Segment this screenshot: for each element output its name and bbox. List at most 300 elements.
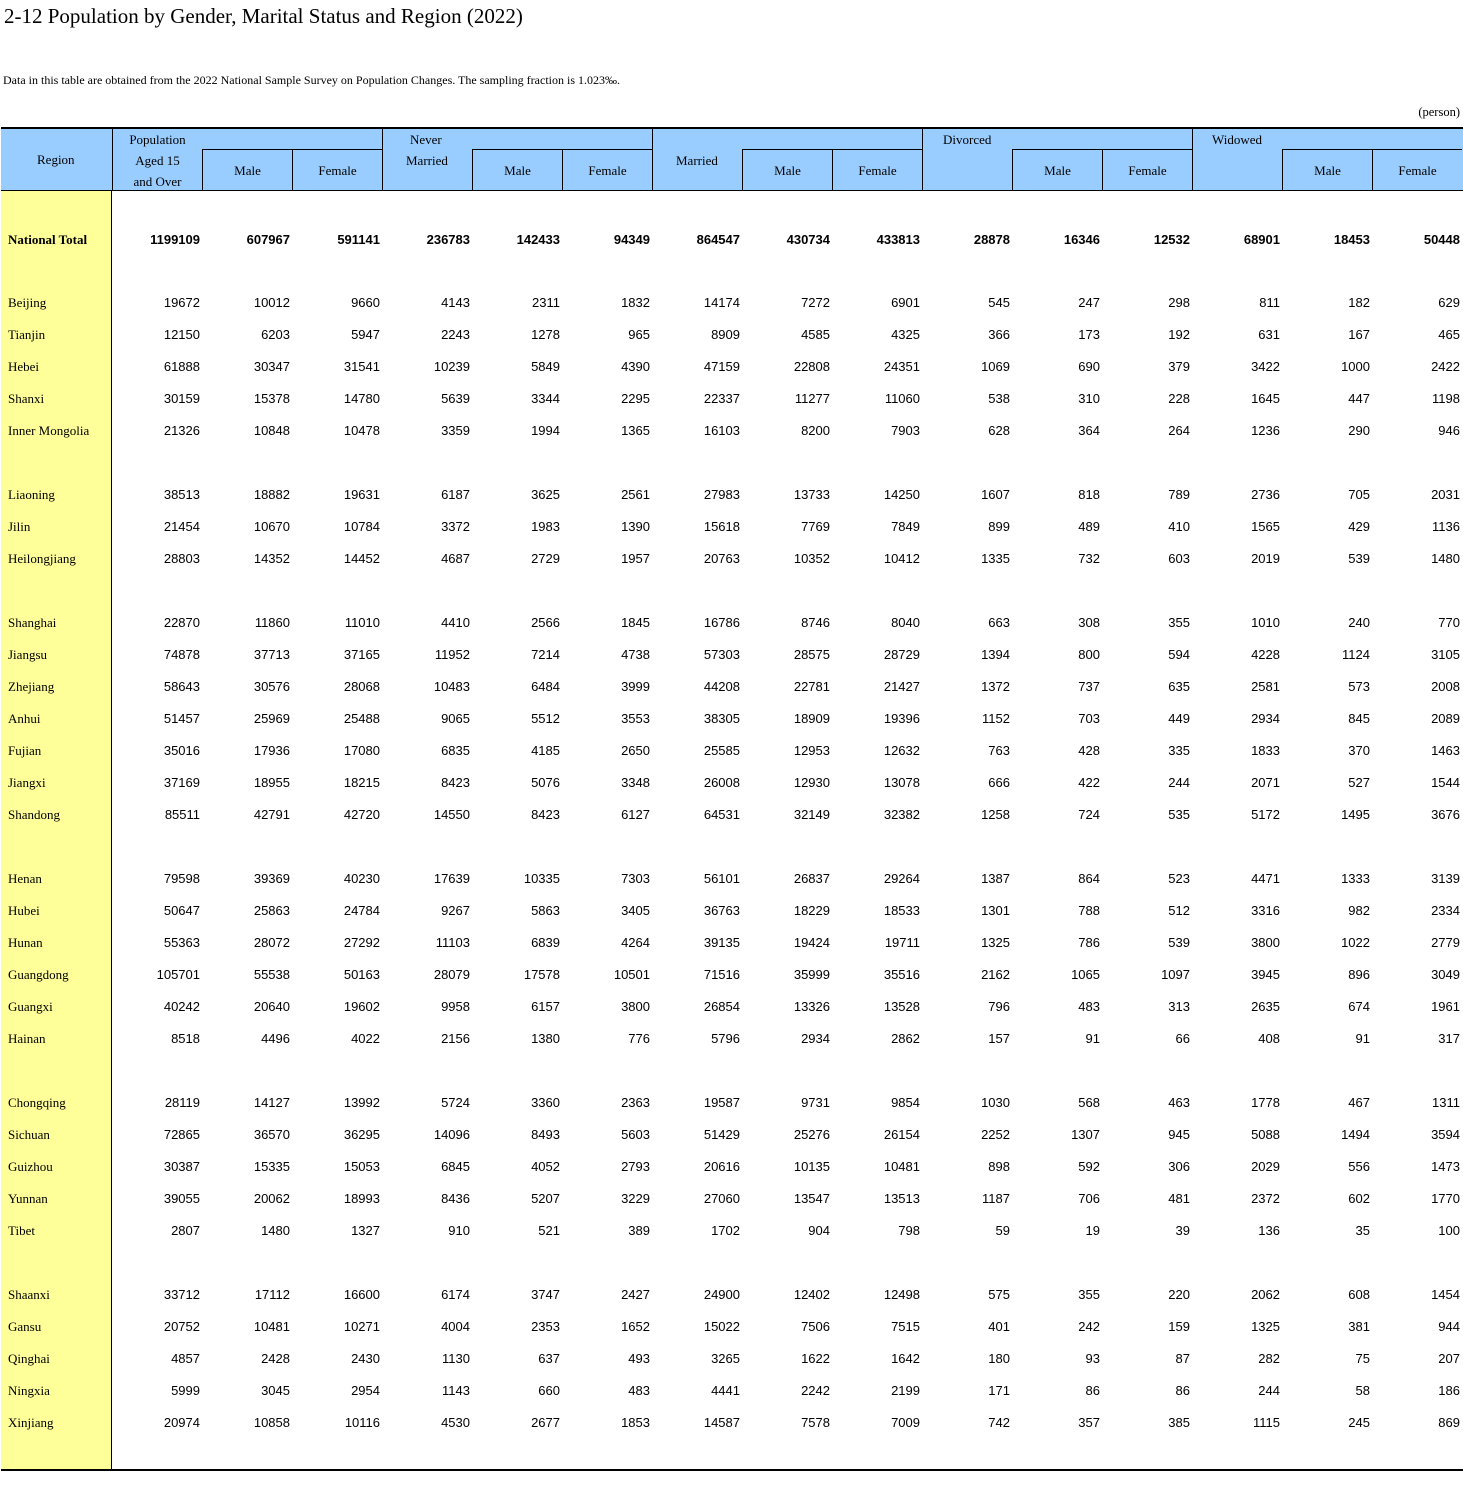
value-cell: 14096 [433, 1127, 470, 1142]
value-cell: 18882 [253, 487, 290, 502]
value-cell: 465 [1438, 327, 1460, 342]
region-cell: Xinjiang [8, 1415, 54, 1430]
value-cell: 9731 [801, 1095, 830, 1110]
value-cell: 72865 [163, 1127, 200, 1142]
value-cell: 1325 [1251, 1319, 1280, 1334]
value-cell: 481 [1168, 1191, 1190, 1206]
value-cell: 25585 [703, 743, 740, 758]
region-cell: Guangdong [8, 967, 69, 982]
value-cell: 86 [1175, 1383, 1190, 1398]
value-cell: 86 [1085, 1383, 1100, 1398]
value-cell: 20640 [253, 999, 290, 1014]
value-cell: 1495 [1341, 807, 1370, 822]
value-cell: 2252 [981, 1127, 1010, 1142]
value-cell: 50647 [163, 903, 200, 918]
value-cell: 2311 [532, 295, 560, 310]
value-cell: 2242 [801, 1383, 830, 1398]
value-cell: 35999 [793, 967, 830, 982]
value-cell: 313 [1168, 999, 1190, 1014]
value-cell: 2934 [801, 1031, 830, 1046]
value-cell: 245 [1348, 1415, 1370, 1430]
value-cell: 3344 [531, 391, 560, 406]
region-cell: Guizhou [8, 1159, 53, 1174]
value-cell: 4052 [531, 1159, 560, 1174]
value-cell: 594 [1168, 647, 1190, 662]
value-cell: 11277 [794, 391, 830, 406]
region-cell: Hebei [8, 359, 40, 374]
value-cell: 1022 [1341, 935, 1370, 950]
value-cell: 608 [1348, 1287, 1370, 1302]
value-cell: 1278 [531, 327, 560, 342]
value-cell: 24784 [343, 903, 380, 918]
value-cell: 3359 [441, 423, 470, 438]
value-cell: 4530 [441, 1415, 470, 1430]
value-cell: 10335 [523, 871, 560, 886]
value-cell: 483 [628, 1383, 650, 1398]
value-cell: 6174 [441, 1287, 470, 1302]
value-cell: 3676 [1431, 807, 1460, 822]
value-cell: 58 [1355, 1383, 1370, 1398]
value-cell: 290 [1348, 423, 1370, 438]
value-cell: 2199 [891, 1383, 920, 1398]
value-cell: 6157 [531, 999, 560, 1014]
value-cell: 30387 [163, 1159, 200, 1174]
value-cell: 2428 [261, 1351, 290, 1366]
value-cell: 4496 [261, 1031, 290, 1046]
value-cell: 869 [1438, 1415, 1460, 1430]
value-cell: 2353 [531, 1319, 560, 1334]
region-cell: Henan [8, 871, 42, 886]
value-cell: 742 [988, 1415, 1010, 1430]
value-cell: 18215 [343, 775, 380, 790]
value-cell: 7009 [891, 1415, 920, 1430]
value-cell: 1480 [261, 1223, 290, 1238]
value-cell: 28119 [164, 1095, 200, 1110]
value-cell: 539 [1168, 935, 1190, 950]
value-cell: 15022 [703, 1319, 740, 1334]
value-cell: 430734 [786, 232, 830, 247]
value-cell: 1152 [982, 711, 1010, 726]
table-row [0, 607, 1463, 639]
value-cell: 1394 [981, 647, 1010, 662]
value-cell: 1494 [1341, 1127, 1370, 1142]
value-cell: 35 [1355, 1223, 1370, 1238]
value-cell: 4185 [531, 743, 560, 758]
value-cell: 1387 [981, 871, 1010, 886]
value-cell: 385 [1168, 1415, 1190, 1430]
value-cell: 26854 [703, 999, 740, 1014]
region-cell: Beijing [8, 295, 47, 310]
value-cell: 182 [1348, 295, 1370, 310]
value-cell: 39135 [703, 935, 740, 950]
value-cell: 13513 [883, 1191, 920, 1206]
value-cell: 1642 [891, 1351, 920, 1366]
value-cell: 55363 [163, 935, 200, 950]
table-row [0, 1023, 1463, 1055]
value-cell: 1983 [531, 519, 560, 534]
value-cell: 136 [1258, 1223, 1280, 1238]
value-cell: 4325 [891, 327, 920, 342]
value-cell: 1702 [711, 1223, 740, 1238]
region-cell: Jiangxi [8, 775, 46, 790]
value-cell: 896 [1348, 967, 1370, 982]
value-cell: 5603 [621, 1127, 650, 1142]
value-cell: 37165 [343, 647, 380, 662]
value-cell: 1365 [621, 423, 650, 438]
value-cell: 5999 [171, 1383, 200, 1398]
value-cell: 94349 [613, 232, 650, 247]
header-male: Male [1044, 163, 1071, 178]
value-cell: 5088 [1251, 1127, 1280, 1142]
table-row [0, 543, 1463, 575]
value-cell: 13992 [343, 1095, 380, 1110]
value-cell: 3945 [1251, 967, 1280, 982]
value-cell: 463 [1168, 1095, 1190, 1110]
value-cell: 3405 [621, 903, 650, 918]
value-cell: 19 [1085, 1223, 1100, 1238]
table-row [0, 1343, 1463, 1375]
value-cell: 20616 [703, 1159, 740, 1174]
value-cell: 5076 [531, 775, 560, 790]
value-cell: 33712 [163, 1287, 200, 1302]
value-cell: 703 [1078, 711, 1100, 726]
value-cell: 6187 [441, 487, 470, 502]
value-cell: 242 [1078, 1319, 1100, 1334]
value-cell: 2363 [621, 1095, 650, 1110]
region-cell: Hainan [8, 1031, 46, 1046]
value-cell: 2561 [621, 487, 650, 502]
header-male: Male [1314, 163, 1341, 178]
table-note: Data in this table are obtained from the 2022 National Sample Survey on Population Changes. The sampling fraction is 1.023‰. [3, 73, 620, 87]
value-cell: 11952 [434, 647, 470, 662]
value-cell: 2430 [351, 1351, 380, 1366]
value-cell: 2954 [351, 1383, 380, 1398]
value-cell: 38305 [703, 711, 740, 726]
value-cell: 36570 [253, 1127, 290, 1142]
value-cell: 18955 [253, 775, 290, 790]
value-cell: 447 [1348, 391, 1370, 406]
value-cell: 4410 [441, 615, 470, 630]
header-female: Female [318, 163, 357, 178]
value-cell: 30347 [253, 359, 290, 374]
value-cell: 22808 [793, 359, 830, 374]
value-cell: 5796 [711, 1031, 740, 1046]
value-cell: 5512 [531, 711, 560, 726]
value-cell: 298 [1168, 295, 1190, 310]
value-cell: 44208 [703, 679, 740, 694]
value-cell: 75 [1355, 1351, 1370, 1366]
value-cell: 37713 [253, 647, 290, 662]
value-cell: 690 [1078, 359, 1100, 374]
value-cell: 467 [1348, 1095, 1370, 1110]
value-cell: 9065 [441, 711, 470, 726]
value-cell: 364 [1078, 423, 1100, 438]
value-cell: 13078 [883, 775, 920, 790]
value-cell: 1333 [1341, 871, 1370, 886]
value-cell: 13733 [793, 487, 830, 502]
value-cell: 899 [988, 519, 1010, 534]
value-cell: 31541 [343, 359, 380, 374]
value-cell: 20763 [703, 551, 740, 566]
value-cell: 3316 [1251, 903, 1280, 918]
value-cell: 100 [1438, 1223, 1460, 1238]
value-cell: 6901 [891, 295, 920, 310]
value-cell: 10271 [343, 1319, 380, 1334]
value-cell: 19424 [793, 935, 830, 950]
value-cell: 355 [1168, 615, 1190, 630]
value-cell: 85511 [164, 807, 200, 822]
value-cell: 6845 [441, 1159, 470, 1174]
table-row [0, 1375, 1463, 1407]
value-cell: 898 [988, 1159, 1010, 1174]
value-cell: 25488 [343, 711, 380, 726]
value-cell: 2793 [621, 1159, 650, 1174]
value-cell: 607967 [246, 232, 290, 247]
region-cell: Qinghai [8, 1351, 50, 1366]
value-cell: 21454 [163, 519, 200, 534]
value-cell: 1301 [981, 903, 1010, 918]
value-cell: 47159 [703, 359, 740, 374]
value-cell: 192 [1168, 327, 1190, 342]
table-row [0, 351, 1463, 383]
value-cell: 27060 [703, 1191, 740, 1206]
value-cell: 1199109 [150, 232, 200, 247]
value-cell: 11060 [884, 391, 920, 406]
value-cell: 2581 [1251, 679, 1280, 694]
value-cell: 3422 [1251, 359, 1280, 374]
value-cell: 818 [1078, 487, 1100, 502]
value-cell: 2156 [441, 1031, 470, 1046]
header-female: Female [1128, 163, 1167, 178]
value-cell: 575 [988, 1287, 1010, 1302]
value-cell: 57303 [703, 647, 740, 662]
value-cell: 240 [1348, 615, 1370, 630]
table-row [0, 383, 1463, 415]
table-row [0, 287, 1463, 319]
value-cell: 18993 [343, 1191, 380, 1206]
value-cell: 10670 [253, 519, 290, 534]
value-cell: 8423 [441, 775, 470, 790]
value-cell: 42791 [253, 807, 290, 822]
value-cell: 159 [1168, 1319, 1190, 1334]
value-cell: 1198 [1432, 391, 1460, 406]
value-cell: 8436 [441, 1191, 470, 1206]
value-cell: 91 [1085, 1031, 1100, 1046]
value-cell: 370 [1348, 743, 1370, 758]
value-cell: 87 [1175, 1351, 1190, 1366]
value-cell: 9267 [441, 903, 470, 918]
value-cell: 1832 [621, 295, 650, 310]
value-cell: 22781 [793, 679, 830, 694]
value-cell: 449 [1168, 711, 1190, 726]
header-widowed: Widowed [1212, 132, 1263, 147]
value-cell: 2089 [1431, 711, 1460, 726]
value-cell: 1622 [801, 1351, 830, 1366]
value-cell: 410 [1168, 519, 1190, 534]
value-cell: 39055 [163, 1191, 200, 1206]
value-cell: 4857 [171, 1351, 200, 1366]
table-row [0, 703, 1463, 735]
value-cell: 19587 [703, 1095, 740, 1110]
value-cell: 10135 [793, 1159, 830, 1174]
value-cell: 68901 [1243, 232, 1280, 247]
value-cell: 51457 [163, 711, 200, 726]
value-cell: 310 [1078, 391, 1100, 406]
table-row [0, 735, 1463, 767]
value-cell: 21427 [883, 679, 920, 694]
value-cell: 539 [1348, 551, 1370, 566]
value-cell: 3360 [531, 1095, 560, 1110]
value-cell: 220 [1168, 1287, 1190, 1302]
value-cell: 796 [988, 999, 1010, 1014]
value-cell: 10481 [883, 1159, 920, 1174]
value-cell: 71516 [703, 967, 740, 982]
value-cell: 2862 [891, 1031, 920, 1046]
header-male: Male [234, 163, 261, 178]
value-cell: 228 [1168, 391, 1190, 406]
value-cell: 789 [1168, 487, 1190, 502]
value-cell: 244 [1168, 775, 1190, 790]
region-cell: Guangxi [8, 999, 53, 1014]
value-cell: 282 [1258, 1351, 1280, 1366]
header-male: Male [504, 163, 531, 178]
value-cell: 7515 [891, 1319, 920, 1334]
value-cell: 1124 [1342, 647, 1370, 662]
value-cell: 28068 [343, 679, 380, 694]
value-cell: 58643 [163, 679, 200, 694]
region-cell: Zhejiang [8, 679, 55, 694]
value-cell: 14352 [253, 551, 290, 566]
value-cell: 10483 [433, 679, 470, 694]
value-cell: 10784 [343, 519, 380, 534]
value-cell: 1010 [1251, 615, 1280, 630]
value-cell: 2029 [1251, 1159, 1280, 1174]
value-cell: 629 [1438, 295, 1460, 310]
value-cell: 50163 [343, 967, 380, 982]
value-cell: 4143 [441, 295, 470, 310]
value-cell: 1372 [981, 679, 1010, 694]
value-cell: 2427 [621, 1287, 650, 1302]
value-cell: 56101 [703, 871, 740, 886]
value-cell: 25969 [253, 711, 290, 726]
header-never-married-line-2: Married [406, 153, 448, 168]
value-cell: 379 [1168, 359, 1190, 374]
value-cell: 22870 [163, 615, 200, 630]
value-cell: 3348 [621, 775, 650, 790]
region-cell: Shanxi [8, 391, 45, 406]
region-cell: National Total [8, 232, 88, 247]
value-cell: 7506 [801, 1319, 830, 1334]
value-cell: 20974 [163, 1415, 200, 1430]
value-cell: 236783 [426, 232, 470, 247]
value-cell: 1645 [1251, 391, 1280, 406]
value-cell: 635 [1168, 679, 1190, 694]
value-cell: 2062 [1251, 1287, 1280, 1302]
region-cell: Anhui [8, 711, 41, 726]
value-cell: 4264 [621, 935, 650, 950]
value-cell: 32149 [793, 807, 830, 822]
region-cell: Tibet [8, 1223, 35, 1238]
value-cell: 1565 [1251, 519, 1280, 534]
value-cell: 29264 [883, 871, 920, 886]
value-cell: 14587 [703, 1415, 740, 1430]
value-cell: 637 [538, 1351, 560, 1366]
value-cell: 1770 [1431, 1191, 1460, 1206]
value-cell: 2008 [1431, 679, 1460, 694]
table-row [0, 767, 1463, 799]
value-cell: 527 [1348, 775, 1370, 790]
value-cell: 8909 [711, 327, 740, 342]
value-cell: 12953 [793, 743, 830, 758]
table-row [0, 1151, 1463, 1183]
value-cell: 9854 [891, 1095, 920, 1110]
value-cell: 5863 [531, 903, 560, 918]
region-cell: Jiangsu [8, 647, 47, 662]
table-row [0, 671, 1463, 703]
value-cell: 10481 [253, 1319, 290, 1334]
value-cell: 786 [1078, 935, 1100, 950]
region-cell: Hunan [8, 935, 43, 950]
value-cell: 27292 [343, 935, 380, 950]
value-cell: 2736 [1251, 487, 1280, 502]
value-cell: 79598 [163, 871, 200, 886]
value-cell: 1311 [1432, 1095, 1460, 1110]
value-cell: 4004 [441, 1319, 470, 1334]
value-cell: 28878 [973, 232, 1010, 247]
value-cell: 3553 [621, 711, 650, 726]
value-cell: 3105 [1431, 647, 1460, 662]
value-cell: 173 [1078, 327, 1100, 342]
value-cell: 38513 [163, 487, 200, 502]
value-cell: 15335 [253, 1159, 290, 1174]
value-cell: 16786 [703, 615, 740, 630]
value-cell: 788 [1078, 903, 1100, 918]
value-cell: 1380 [531, 1031, 560, 1046]
value-cell: 408 [1258, 1031, 1280, 1046]
value-cell: 2566 [531, 615, 560, 630]
value-cell: 12150 [163, 327, 200, 342]
value-cell: 32382 [883, 807, 920, 822]
header-married: Married [676, 153, 718, 168]
value-cell: 244 [1258, 1383, 1280, 1398]
value-cell: 2677 [531, 1415, 560, 1430]
value-cell: 4687 [441, 551, 470, 566]
value-cell: 4441 [711, 1383, 740, 1398]
value-cell: 381 [1348, 1319, 1370, 1334]
value-cell: 93 [1085, 1351, 1100, 1366]
value-cell: 573 [1348, 679, 1370, 694]
value-cell: 26008 [703, 775, 740, 790]
region-cell: Chongqing [8, 1095, 66, 1110]
table-row [0, 863, 1463, 895]
value-cell: 6835 [441, 743, 470, 758]
value-cell: 2071 [1251, 775, 1280, 790]
value-cell: 965 [628, 327, 650, 342]
unit-label: (person) [1418, 105, 1460, 119]
value-cell: 14127 [253, 1095, 290, 1110]
value-cell: 433813 [876, 232, 920, 247]
value-cell: 2729 [531, 551, 560, 566]
table-row [0, 1119, 1463, 1151]
header-region: Region [37, 152, 75, 167]
value-cell: 36295 [343, 1127, 380, 1142]
table-row [0, 1407, 1463, 1439]
value-cell: 1957 [621, 551, 650, 566]
value-cell: 14780 [343, 391, 380, 406]
value-cell: 763 [988, 743, 1010, 758]
value-cell: 545 [988, 295, 1010, 310]
value-cell: 1130 [442, 1351, 470, 1366]
